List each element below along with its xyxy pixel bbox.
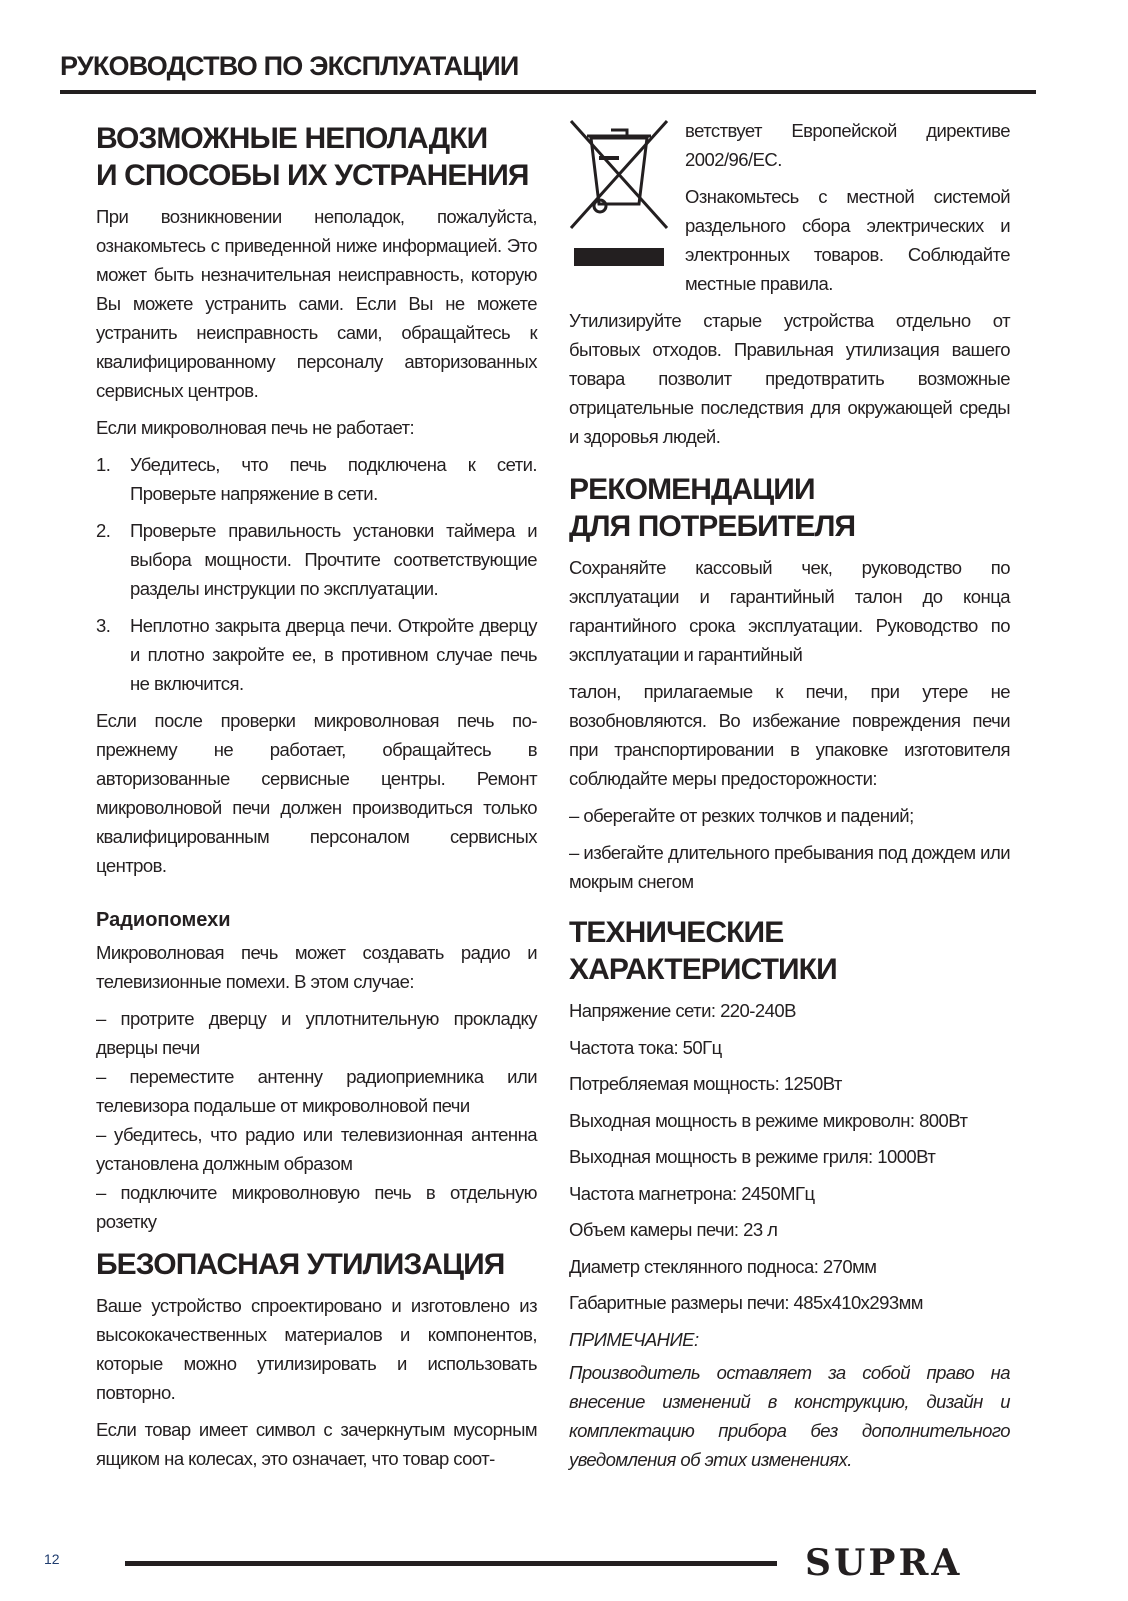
note-label: ПРИМЕЧАНИЕ:: [569, 1328, 699, 1350]
spec-item: Диаметр стеклянного подноса: 270мм: [569, 1255, 877, 1277]
crossed-out-wheelie-bin-icon: [569, 116, 669, 271]
specs-list: [569, 996, 1010, 1325]
paragraph: Сохраняйте кассовый чек, руководство по эксплуатации и гарантийный талон до конца гарантийного срока эксплуатации. Руководство по эксплуатации и гарантийный: [569, 557, 1010, 665]
heading-line: РЕКОМЕНДАЦИИ: [569, 473, 815, 506]
disposal-continued-aside: [685, 116, 1010, 306]
radio-interference-heading: Радиопомехи: [96, 909, 231, 931]
list-item: – убедитесь, что радио или телевизионная антенна установлена должным образом: [96, 1124, 537, 1174]
paragraph: Микроволновая печь может создавать радио и телевизионные помехи. В этом случае:: [96, 942, 537, 992]
paragraph: талон, прилагаемые к печи, при утере не возобновляются. Во избежание повреждения печи при транспортировании в упаковке изготовителя соблюдайте меры предосторожности:: [569, 681, 1010, 789]
note: [569, 1325, 1010, 1482]
list-item: – переместите антенну радиоприемника или телевизора подальше от микроволновой печи: [96, 1066, 537, 1116]
footer-divider: [125, 1561, 777, 1566]
spec-item: Выходная мощность в режиме гриля: 1000Вт: [569, 1146, 936, 1167]
recommendations-heading: [569, 471, 1010, 545]
list-item: [96, 611, 537, 698]
left-column: [96, 116, 537, 1482]
brand-logo: SUPRA: [805, 1542, 963, 1584]
list-item: – оберегайте от резких толчков и падений;: [569, 805, 914, 826]
list-item: [96, 516, 537, 603]
spec-item: Потребляемая мощность: 1250Вт: [569, 1073, 842, 1094]
list-number: 2.: [96, 520, 111, 541]
disposal-body: [96, 1291, 537, 1481]
heading-line: И СПОСОБЫ ИХ УСТРАНЕНИЯ: [96, 159, 529, 192]
troubleshooting-heading: [96, 120, 537, 194]
page-footer: [0, 1541, 1128, 1601]
list-text: Убедитесь, что печь подключена к сети. Проверьте напряжение в сети.: [130, 454, 537, 504]
disposal-continued-body: [569, 306, 1010, 459]
right-column: [569, 116, 1010, 1482]
spec-item: Выходная мощность в режиме микроволн: 800Вт: [569, 1109, 968, 1131]
header-divider: [60, 90, 1036, 94]
list-text: Неплотно закрыта дверца печи. Откройте дверцу и плотно закройте ее, в противном случае печь не включится.: [130, 615, 537, 694]
document-header: РУКОВОДСТВО ПО ЭКСПЛУАТАЦИИ: [60, 51, 519, 81]
troubleshooting-body: [96, 202, 537, 888]
disposal-symbol-block: [569, 116, 1010, 306]
paragraph: Ознакомьтесь с местной системой раздельного сбора электрических и электронных товаров. Соблюдайте местные правила.: [685, 186, 1010, 294]
heading-line: ВОЗМОЖНЫЕ НЕПОЛАДКИ: [96, 122, 488, 155]
spec-item: Напряжение сети: 220-240В: [569, 1000, 796, 1021]
disposal-heading: БЕЗОПАСНАЯ УТИЛИЗАЦИЯ: [96, 1248, 505, 1281]
list-item: – избегайте длительного пребывания под дождем или мокрым снегом: [569, 842, 1010, 892]
list-number: 1.: [96, 454, 111, 475]
spec-item: Габаритные размеры печи: 485х410х293мм: [569, 1292, 923, 1313]
paragraph: Если после проверки микроволновая печь по-прежнему не работает, обращайтесь в авторизованные сервисные центры. Ремонт микроволновой печи должен производиться только квалифицированным персоналом сервисных центров.: [96, 710, 537, 876]
footer-spacer: [0, 1482, 1128, 1506]
spec-item: Частота магнетрона: 2450МГц: [569, 1182, 815, 1204]
paragraph: ветствует Европейской директиве 2002/96/EC.: [685, 120, 1010, 170]
content-columns: [96, 116, 1010, 1482]
page-number: 12: [44, 1551, 60, 1567]
list-item: – подключите микроволновую печь в отдельную розетку: [96, 1182, 537, 1232]
paragraph: Утилизируйте старые устройства отдельно от бытовых отходов. Правильная утилизация вашего товара позволит предотвратить возможные отрицательные последствия для окружающей среды и здоровья людей.: [569, 310, 1010, 447]
paragraph: Если микроволновая печь не работает:: [96, 417, 415, 438]
specs-heading: ТЕХНИЧЕСКИЕ ХАРАКТЕРИСТИКИ: [569, 916, 837, 986]
list-text: Проверьте правильность установки таймера и выбора мощности. Прочтите соответствующие разделы инструкции по эксплуатации.: [130, 520, 537, 599]
spec-item: Частота тока: 50Гц: [569, 1036, 722, 1058]
recommendations-body: [569, 553, 1010, 904]
heading-line: ДЛЯ ПОТРЕБИТЕЛЯ: [569, 510, 856, 543]
spec-item: Объем камеры печи: 23 л: [569, 1219, 778, 1240]
paragraph: При возникновении неполадок, пожалуйста, ознакомьтесь с приведенной ниже информацией. Это может быть незначительная неисправность, которую Вы можете устранить сами. Если Вы не можете устранить неисправность сами, обращайтесь к квалифицированному персоналу авторизованных сервисных центров.: [96, 206, 537, 401]
paragraph: Если товар имеет символ с зачеркнутым мусорным ящиком на колесах, это означает, что товар соот-: [96, 1419, 537, 1469]
list-item: – протрите дверцу и уплотнительную прокладку дверцы печи: [96, 1008, 537, 1058]
paragraph: Ваше устройство спроектировано и изготовлено из высококачественных материалов и компонентов, которые можно утилизировать и использовать повторно.: [96, 1295, 537, 1403]
radio-interference-body: [96, 938, 537, 1236]
note-text: Производитель оставляет за собой право на внесение изменений в конструкцию, дизайн и комплектацию прибора без дополнительного уведомления об этих изменениях.: [569, 1361, 1010, 1470]
list-item: [96, 450, 537, 508]
list-number: 3.: [96, 615, 111, 636]
